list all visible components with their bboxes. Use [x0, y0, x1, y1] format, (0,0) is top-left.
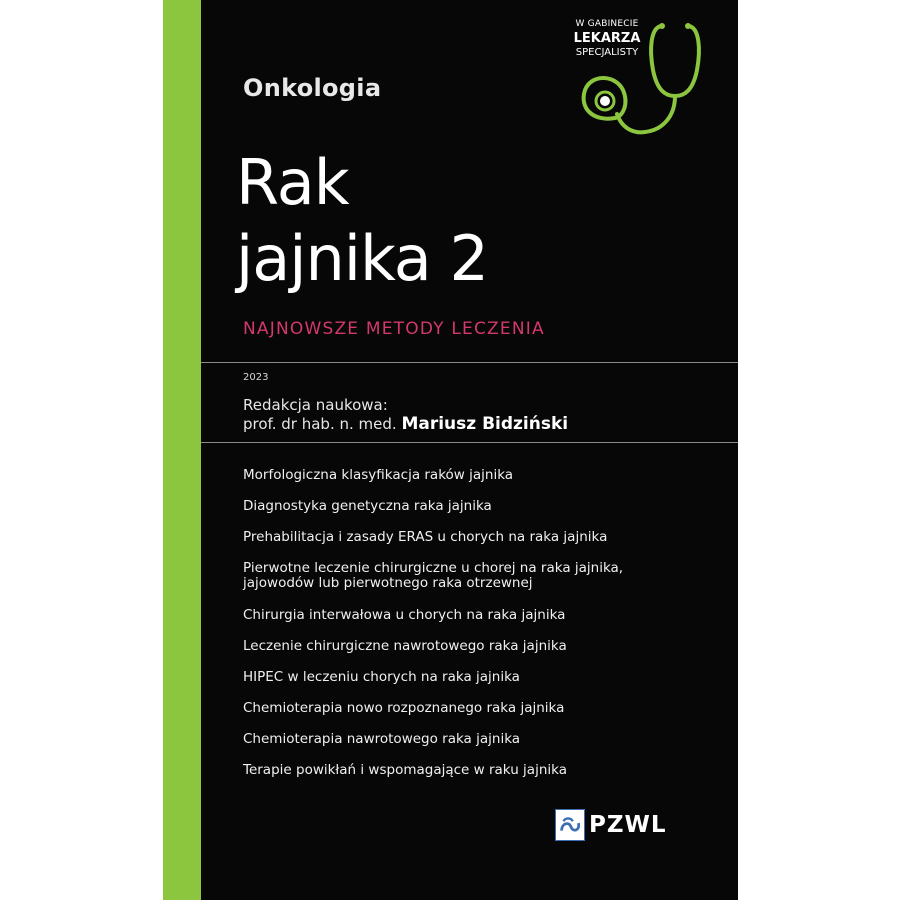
publisher-name: PZWL — [589, 812, 667, 838]
editor-label: Redakcja naukowa: — [243, 396, 388, 414]
publisher-logo — [555, 808, 667, 842]
toc-item: Chirurgia interwałowa u chorych na raka jajnika — [243, 607, 566, 623]
toc-item: Morfologiczna klasyfikacja raków jajnika — [243, 467, 514, 483]
badge-line-3: SPECJALISTY — [575, 47, 639, 58]
series-badge — [553, 18, 713, 143]
book-cover — [163, 0, 738, 900]
toc-item: Chemioterapia nawrotowego raka jajnika — [243, 731, 521, 747]
badge-line-1: W GABINECIE — [575, 19, 639, 29]
toc-item-continuation: jajowodów lub pierwotnego raka otrzewnej — [243, 575, 533, 591]
publication-year: 2023 — [243, 372, 269, 383]
toc-item: Chemioterapia nowo rozpoznanego raka jajnika — [243, 700, 565, 716]
divider — [201, 362, 738, 363]
editor-name: Mariusz Bidziński — [401, 414, 569, 434]
badge-line-2: LEKARZA — [573, 31, 641, 46]
book-subtitle: NAJNOWSZE METODY LECZENIA — [243, 319, 545, 339]
toc-item: Terapie powikłań i wspomagające w raku jajnika — [243, 762, 567, 778]
series-label: Onkologia — [243, 74, 382, 102]
divider — [201, 442, 738, 443]
book-title-line-2: jajnika 2 — [236, 222, 488, 295]
table-of-contents — [243, 468, 713, 778]
toc-item: HIPEC w leczeniu chorych na raka jajnika — [243, 669, 520, 685]
editor-line — [243, 414, 568, 434]
book-title-line-1: Rak — [236, 146, 349, 219]
toc-item: Diagnostyka genetyczna raka jajnika — [243, 498, 492, 514]
toc-item: Leczenie chirurgiczne nawrotowego raka jajnika — [243, 638, 567, 654]
toc-item: Prehabilitacja i zasady ERAS u chorych na raka jajnika — [243, 529, 608, 545]
pzwl-logo-icon — [555, 809, 585, 841]
green-stripe — [163, 0, 201, 900]
editor-prefix: prof. dr hab. n. med. — [243, 415, 397, 433]
toc-item: Pierwotne leczenie chirurgiczne u chorej na raka jajnika, — [243, 560, 624, 576]
